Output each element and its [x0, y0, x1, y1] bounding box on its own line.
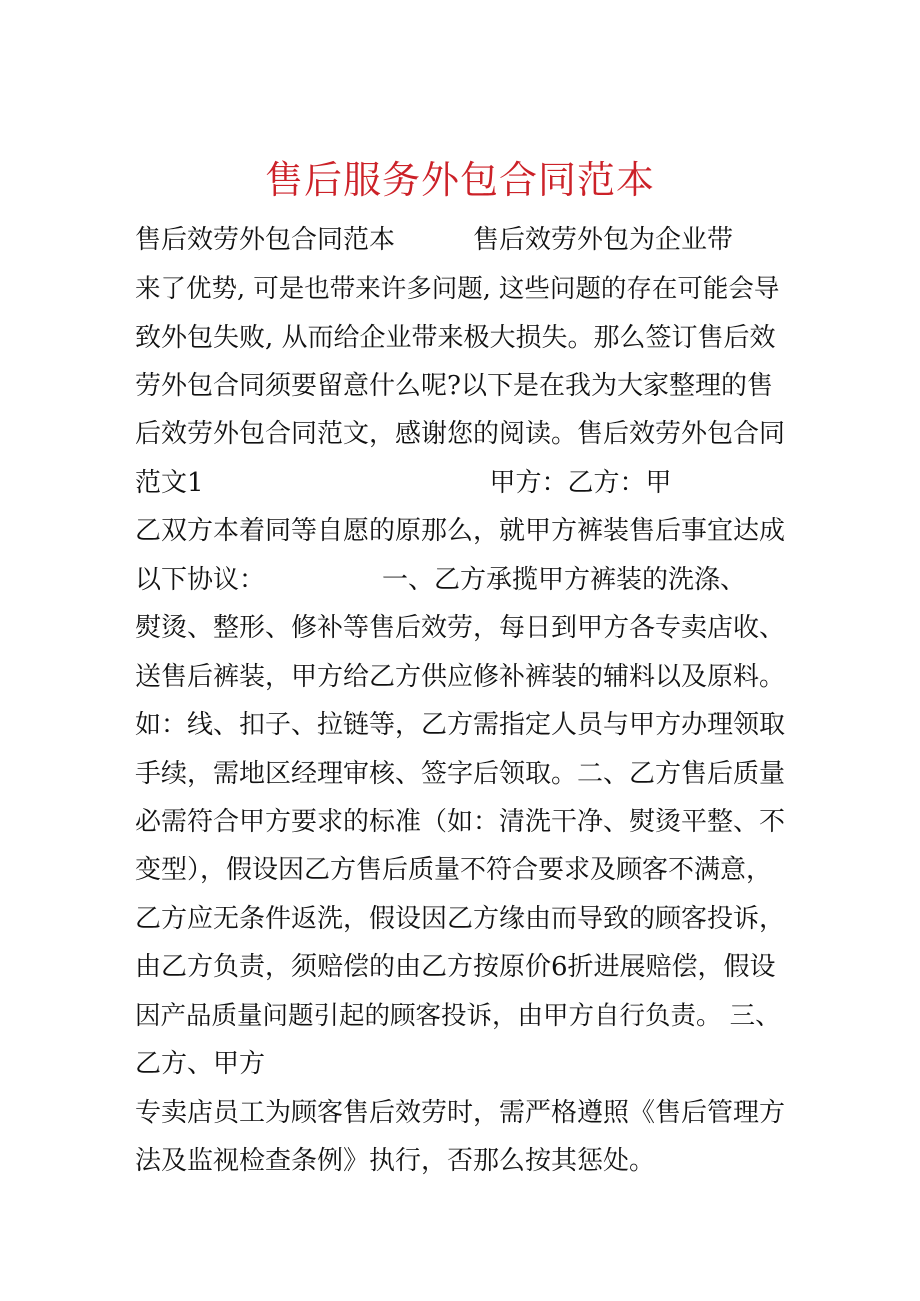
body-line: 必需符合甲方要求的标准（如：清洗干净、熨烫平整、不 [135, 807, 786, 837]
body-line: 如：线、扣子、拉链等，乙方需指定人员与甲方办理领取 [135, 710, 786, 740]
body-line: 专卖店员工为顾客售后效劳时，需严格遵照《售后管理方 [135, 1098, 786, 1128]
body-line: 来了优势, 可是也带来许多问题, 这些问题的存在可能会导 [135, 274, 780, 304]
body-line: 售后效劳外包合同范本 售后效劳外包为企业带 [135, 225, 734, 255]
body-line: 致外包失败, 从而给企业带来极大损失。那么签订售后效 [135, 323, 776, 353]
body-line: 后效劳外包合同范文，感谢您的阅读。售后效劳外包合同 [135, 419, 786, 449]
body-line: 手续，需地区经理审核、签字后领取。二、乙方售后质量 [135, 759, 786, 789]
body-line: 乙方应无条件返洗，假设因乙方缘由而导致的顾客投诉， [135, 904, 786, 934]
body-line: 劳外包合同须要留意什么呢?以下是在我为大家整理的售 [135, 371, 773, 401]
body-line: 送售后裤装，甲方给乙方供应修补裤装的辅料以及原料。 [135, 662, 786, 692]
document-title: 售后服务外包合同范本 [264, 158, 655, 202]
body-line: 乙双方本着同等自愿的原那么，就甲方裤装售后事宜达成 [135, 516, 786, 546]
body-line: 由乙方负责，须赔偿的由乙方按原价6折进展赔偿，假设 [135, 952, 776, 982]
body-line: 范文1 甲方：乙方：甲 [135, 468, 672, 498]
body-line: 法及监视检查条例》执行，否那么按其惩处。 [135, 1146, 656, 1176]
body-line: 变型），假设因乙方售后质量不符合要求及顾客不满意， [135, 855, 773, 885]
body-line: 以下协议： 一、乙方承揽甲方裤装的洗涤、 [135, 565, 747, 595]
body-line: 乙方、甲方 [135, 1049, 266, 1079]
body-line: 因产品质量问题引起的顾客投诉，由甲方自行负责。 三、 [135, 1001, 781, 1031]
body-line: 熨烫、整形、修补等售后效劳，每日到甲方各专卖店收、 [135, 613, 786, 643]
